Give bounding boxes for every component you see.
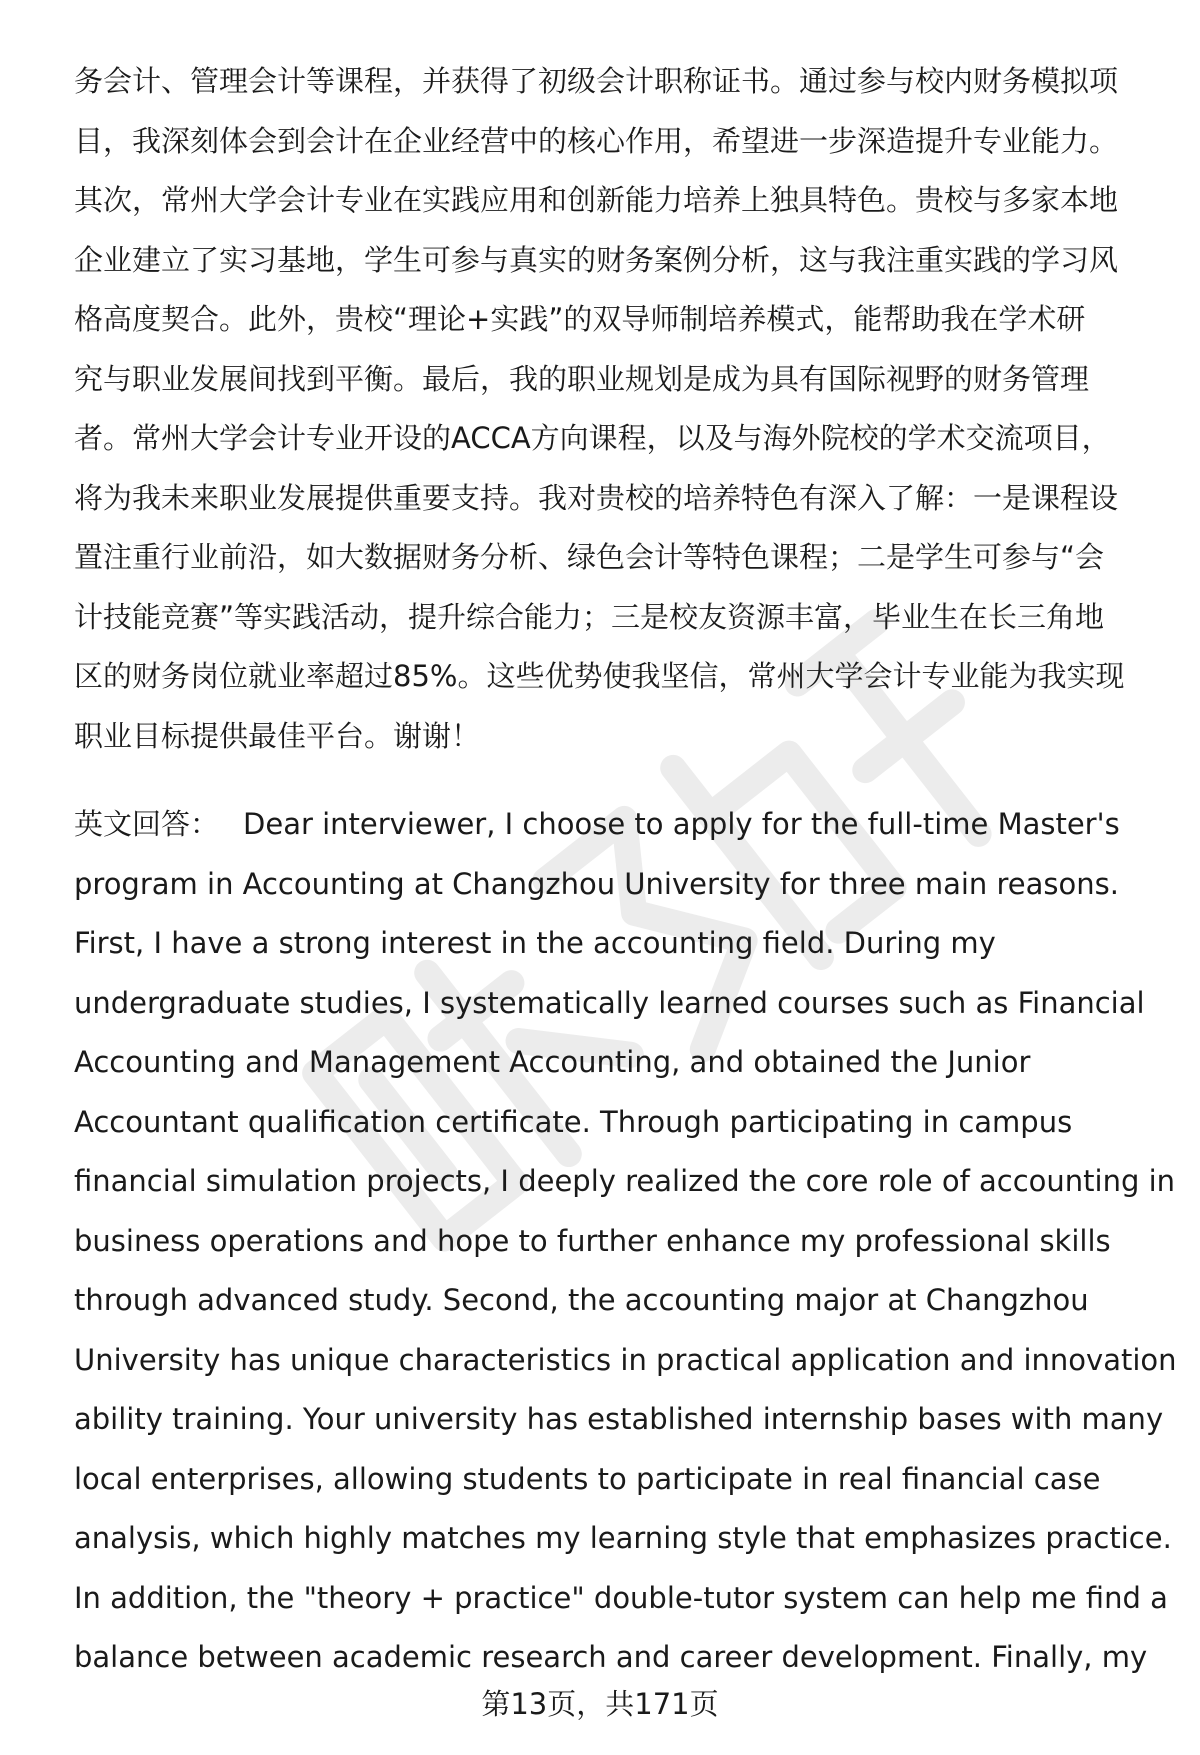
chinese-line: 究与职业发展间找到平衡。最后，我的职业规划是成为具有国际视野的财务管理 [74,361,1090,396]
chinese-answer [74,52,1154,766]
english-line: local enterprises, allowing students to participate in real financial case [74,1461,1101,1496]
chinese-line: 将为我未来职业发展提供重要支持。我对贵校的培养特色有深入了解：一是课程设 [74,480,1119,515]
english-line: undergraduate studies, I systematically learned courses such as Financial [74,985,1145,1020]
english-line: through advanced study. Second, the accounting major at Changzhou [74,1283,1089,1317]
english-answer-label: 英文回答： [74,807,220,841]
english-line: financial simulation projects, I deeply realized the core role of accounting in [74,1164,1176,1198]
chinese-line: 职业目标提供最佳平台。谢谢！ [74,718,481,753]
english-line: First, I have a strong interest in the accounting field. During my [74,926,996,960]
english-line: business operations and hope to further enhance my professional skills [74,1223,1111,1258]
english-line: analysis, which highly matches my learning style that emphasizes practice. [74,1521,1172,1555]
chinese-line: 格高度契合。此外，贵校“理论+实践”的双导师制培养模式，能帮助我在学术研 [74,302,1086,336]
english-first-line [74,795,1154,855]
page-indicator: 第13页，共171页 [481,1687,719,1721]
english-line: ability training. Your university has established internship bases with many [74,1402,1164,1436]
chinese-line: 其次，常州大学会计专业在实践应用和创新能力培养上独具特色。贵校与多家本地 [74,183,1119,217]
english-line: Dear interviewer, I choose to apply for the full-time Master's [243,807,1120,841]
chinese-line: 置注重行业前沿，如大数据财务分析、绿色会计等特色课程；二是学生可参与“会 [74,540,1105,574]
english-line: balance between academic research and career development. Finally, my [74,1640,1148,1674]
chinese-line: 目，我深刻体会到会计在企业经营中的核心作用，希望进一步深造提升专业能力。 [74,123,1119,158]
english-line: University has unique characteristics in practical application and innovation [74,1342,1177,1377]
english-line: In addition, the "theory + practice" double-tutor system can help me find a [74,1580,1168,1615]
chinese-line: 者。常州大学会计专业开设的ACCA方向课程，以及与海外院校的学术交流项目， [74,421,1111,455]
chinese-line: 务会计、管理会计等课程，并获得了初级会计职称证书。通过参与校内财务模拟项 [74,64,1119,98]
chinese-line: 区的财务岗位就业率超过85%。这些优势使我坚信，常州大学会计专业能为我实现 [74,659,1125,693]
english-answer [74,795,1177,1688]
chinese-line: 企业建立了实习基地，学生可参与真实的财务案例分析，这与我注重实践的学习风 [74,242,1119,277]
english-line: Accountant qualification certificate. Through participating in campus [74,1104,1073,1139]
english-line: program in Accounting at Changzhou University for three main reasons. [74,866,1119,901]
english-line: Accounting and Management Accounting, and obtained the Junior [74,1045,1031,1079]
chinese-line: 计技能竞赛”等实践活动，提升综合能力；三是校友资源丰富，毕业生在长三角地 [74,599,1105,634]
